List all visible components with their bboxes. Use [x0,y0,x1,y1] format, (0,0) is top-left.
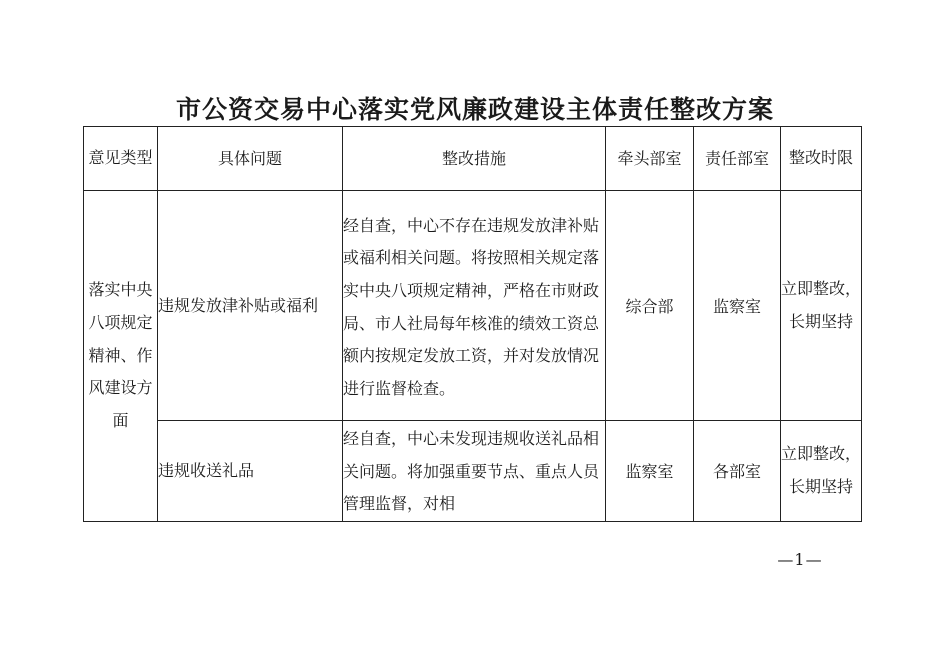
issue-cell: 违规收送礼品 [158,421,343,522]
document-title: 市公资交易中心落实党风廉政建设主体责任整改方案 [175,95,774,124]
table-row [84,191,862,421]
resp-dept-cell: 各部室 [694,421,781,522]
header-deadline: 整改时限 [781,127,862,191]
header-measures: 整改措施 [343,127,606,191]
measures-cell: 经自查，中心不存在违规发放津补贴或福利相关问题。将按照相关规定落实中央八项规定精神，严格在市财政局、市人社局每年核准的绩效工资总额内按规定发放工资，并对发放情况进行监督检查。 [343,191,606,421]
header-resp-dept: 责任部室 [694,127,781,191]
table-header-row [84,127,862,191]
lead-dept-cell: 监察室 [606,421,694,522]
measures-cell: 经自查，中心未发现违规收送礼品相关问题。将加强重要节点、重点人员管理监督，对相 [343,421,606,522]
issue-cell: 违规发放津补贴或福利 [158,191,343,421]
header-lead-dept: 牵头部室 [606,127,694,191]
page-number: —1— [777,550,823,569]
category-cell: 落实中央八项规定精神、作风建设方面 [84,191,158,522]
lead-dept-cell: 综合部 [606,191,694,421]
header-type: 意见类型 [84,127,158,191]
table-row [84,421,862,522]
rectification-table [83,126,862,522]
header-issue: 具体问题 [158,127,343,191]
deadline-cell: 立即整改，长期坚持 [781,421,862,522]
resp-dept-cell: 监察室 [694,191,781,421]
deadline-cell: 立即整改，长期坚持 [781,191,862,421]
